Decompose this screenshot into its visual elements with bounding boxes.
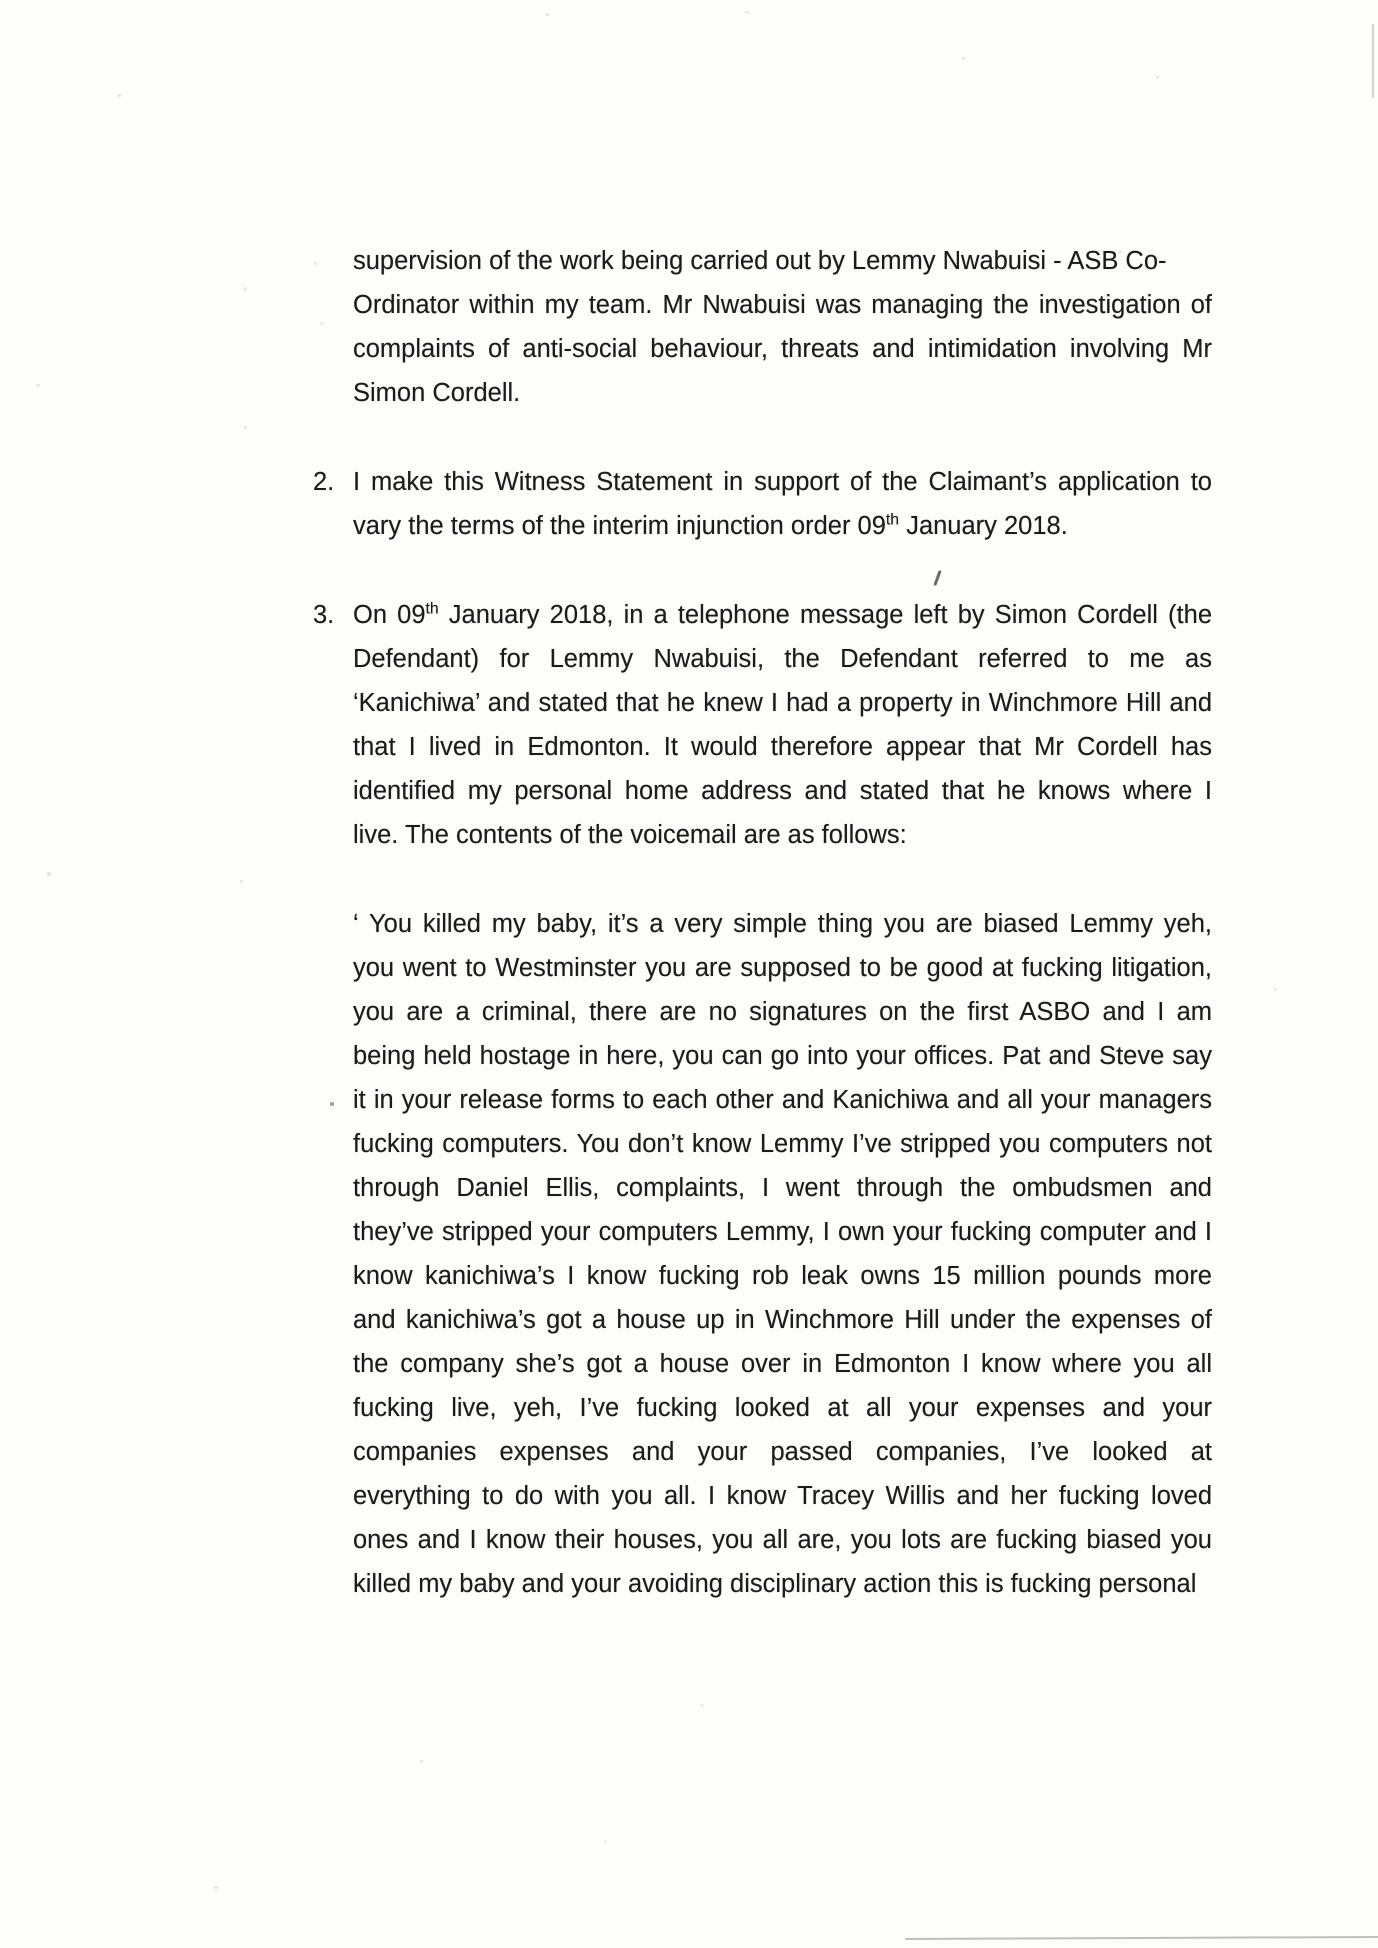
text-line: the company she’s got a house over in Edmonton I know where you all — [353, 1350, 1212, 1378]
text-line: ones and I know their houses, you all are, you lots are fucking biased you — [353, 1526, 1212, 1554]
scan-speck — [1118, 250, 1122, 254]
paragraph-number: 3. — [313, 601, 335, 629]
superscript: th — [425, 600, 439, 618]
scan-speck — [700, 1704, 704, 1707]
paragraph-text — [353, 460, 1212, 548]
text-line: On 09th January 2018, in a telephone message left by Simon Cordell (the — [353, 600, 1212, 629]
text-line: ‘Kanichiwa’ and stated that he knew I had a property in Winchmore Hill and — [353, 689, 1212, 717]
paragraph-continuation — [353, 239, 1212, 415]
text-line: live. The contents of the voicemail are as follows: — [353, 821, 907, 849]
text-line: companies expenses and your passed companies, I’ve looked at — [353, 1438, 1212, 1466]
text-line: they’ve stripped your computers Lemmy, I own your fucking computer and I — [353, 1218, 1212, 1246]
superscript: th — [885, 511, 900, 529]
text-line: being held hostage in here, you can go into your offices. Pat and Steve say — [353, 1042, 1212, 1070]
text-line: know kanichiwa’s I know fucking rob leak owns 15 million pounds more — [353, 1262, 1212, 1290]
text-line: Simon Cordell. — [353, 379, 521, 407]
paragraph-text — [353, 593, 1212, 857]
paragraph-3 — [313, 593, 1212, 857]
text-line: it in your release forms to each other and Kanichiwa and all your managers — [353, 1086, 1212, 1114]
text-line: killed my baby and your avoiding disciplinary action this is fucking personal — [353, 1570, 1197, 1598]
text-line: ‘ You killed my baby, it’s a very simple thing you are biased Lemmy yeh, — [353, 910, 1212, 938]
paragraph-text — [353, 239, 1212, 415]
scan-speck — [244, 426, 247, 429]
text-line: supervision of the work being carried out by Lemmy Nwabuisi - ASB Co- — [353, 247, 1167, 275]
scan-speck — [1156, 76, 1159, 79]
scan-right-edge-line — [1372, 24, 1374, 98]
text-line: everything to do with you all. I know Tracey Willis and her fucking loved — [353, 1482, 1212, 1510]
text-line: fucking live, yeh, I’ve fucking looked at all your expenses and your — [353, 1394, 1212, 1422]
text-line: that I lived in Edmonton. It would therefore appear that Mr Cordell has — [353, 733, 1212, 761]
text-line: Ordinator within my team. Mr Nwabuisi was managing the investigation of — [353, 291, 1212, 319]
scan-speck — [243, 287, 247, 291]
scan-speck — [47, 872, 51, 876]
text-line: I make this Witness Statement in support of the Claimant’s application to — [353, 468, 1212, 496]
scan-speck — [314, 262, 317, 265]
scan-speck — [320, 322, 324, 325]
text-line: you are a criminal, there are no signatures on the first ASBO and I am — [353, 998, 1212, 1026]
document-body — [313, 239, 1212, 1606]
scan-speck — [36, 384, 40, 387]
scan-speck — [214, 1886, 218, 1889]
scan-speck — [118, 94, 121, 97]
text-line: vary the terms of the interim injunction order 09th January 2018. — [353, 511, 1068, 540]
text-line: and kanichiwa’s got a house up in Winchmore Hill under the expenses of — [353, 1306, 1212, 1334]
scan-speck — [1274, 988, 1277, 991]
scan-speck — [240, 880, 243, 883]
paragraph-number: 2. — [313, 468, 335, 496]
paragraph-text — [353, 902, 1212, 1606]
paragraph-2 — [313, 460, 1212, 548]
text-line: fucking computers. You don’t know Lemmy I’ve stripped you computers not — [353, 1130, 1212, 1158]
text-line: complaints of anti-social behaviour, threats and intimidation involving Mr — [353, 335, 1212, 363]
text-line: identified my personal home address and stated that he knows where I — [353, 777, 1212, 805]
paragraph-voicemail-quote — [353, 902, 1212, 1606]
scan-speck — [744, 11, 750, 14]
text-line: you went to Westminster you are supposed to be good at fucking litigation, — [353, 954, 1212, 982]
scan-speck — [604, 1840, 607, 1843]
scan-speck — [545, 13, 550, 16]
scan-dot-mark — [330, 1102, 334, 1106]
text-line: through Daniel Ellis, complaints, I went through the ombudsmen and — [353, 1174, 1212, 1202]
scan-bottom-edge-line — [905, 1936, 1378, 1940]
scan-speck — [962, 57, 965, 60]
scan-speck — [420, 1760, 423, 1763]
text-line: Defendant) for Lemmy Nwabuisi, the Defendant referred to me as — [353, 645, 1212, 673]
